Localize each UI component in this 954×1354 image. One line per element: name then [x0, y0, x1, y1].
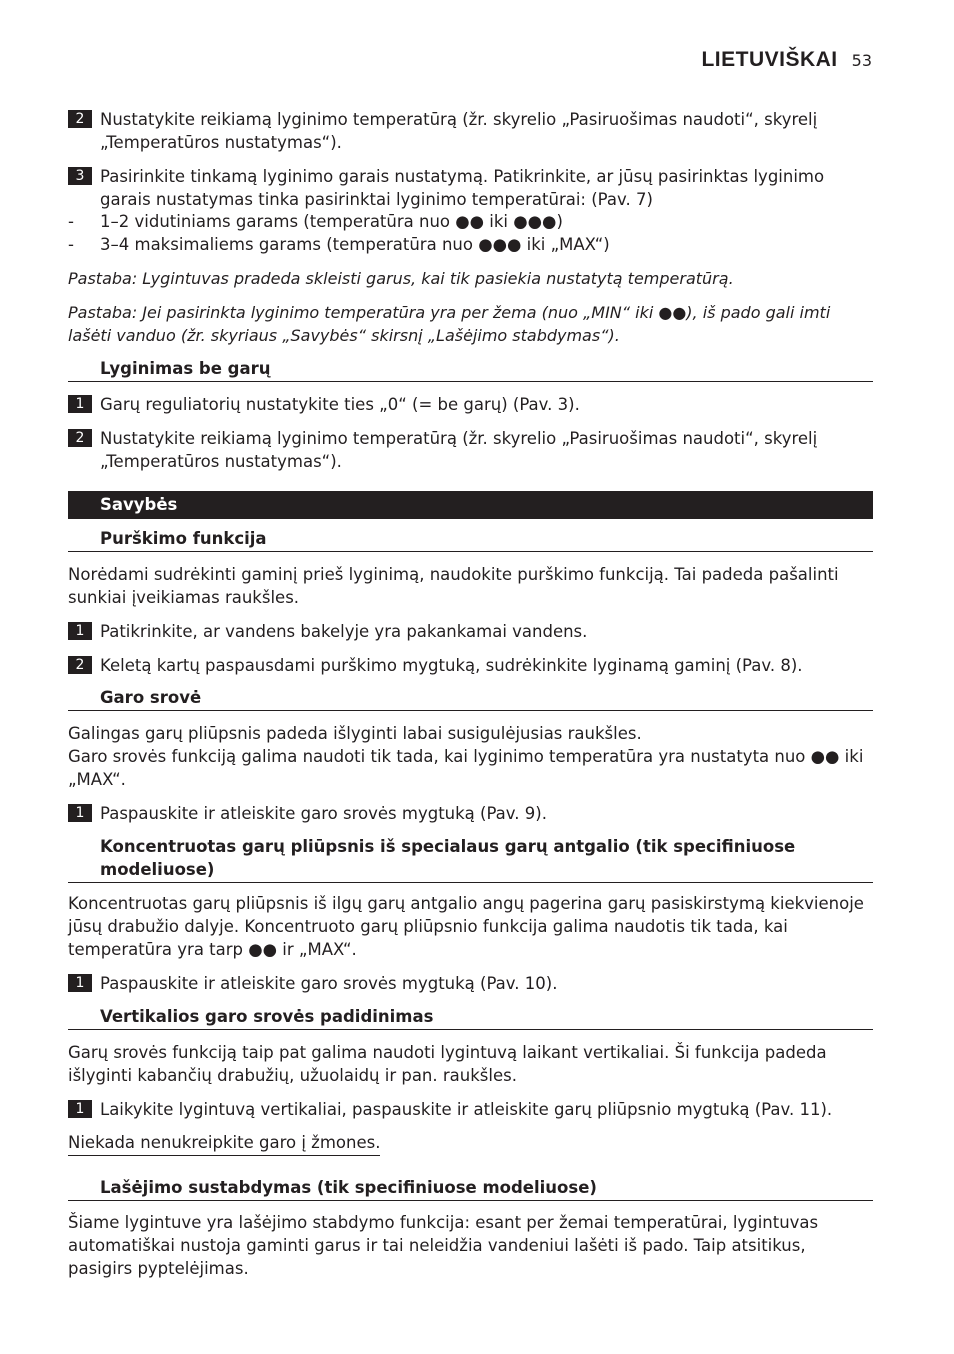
- step-number: 1: [68, 804, 92, 822]
- step-number: 1: [68, 1100, 92, 1118]
- step-text: Nustatykite reikiamą lyginimo temperatūrą (žr. skyrelio „Pasiruošimas naudoti“, skyrelį „Temperatūros nustatymas“).: [100, 110, 818, 152]
- step-number: 2: [68, 429, 92, 447]
- bullet-text: 3–4 maksimaliems garams (temperatūra nuo ●●● iki „MAX“): [100, 235, 610, 254]
- step-text: Paspauskite ir atleiskite garo srovės mygtuką (Pav. 10).: [100, 974, 558, 993]
- paragraph: Garo srovės funkciją galima naudoti tik tada, kai lyginimo temperatūra yra nustatyta nuo ●● iki „MAX“.: [68, 747, 864, 789]
- subheading-spray: Purškimo funkcija: [68, 527, 873, 552]
- subheading-vertical-shot: Vertikalios garo srovės padidinimas: [68, 1005, 873, 1030]
- step-text: Garų reguliatorių nustatykite ties „0“ (= be garų) (Pav. 3).: [100, 395, 580, 414]
- page-header: [701, 48, 872, 72]
- step-text: Pasirinkite tinkamą lyginimo garais nustatymą. Patikrinkite, ar jūsų pasirinktas lyginimo garais nustatymas tinka pasirinktai lyginimo temperatūrai: (Pav. 7): [100, 167, 825, 209]
- step-number: 2: [68, 656, 92, 674]
- language-label: LIETUVIŠKAI: [701, 48, 838, 71]
- subheading-dry-ironing: Lyginimas be garų: [68, 357, 873, 382]
- section-bar-features: Savybės: [68, 491, 873, 519]
- bullet-item: [68, 233, 873, 256]
- step-text: Nustatykite reikiamą lyginimo temperatūrą (žr. skyrelio „Pasiruošimas naudoti“, skyrelį „Temperatūros nustatymas“).: [100, 429, 818, 471]
- step-number: 2: [68, 110, 92, 128]
- note-text: Pastaba: Jei pasirinkta lyginimo temperatūra yra per žema (nuo „MIN“ iki ●●), iš pado gali imti lašėti vanduo (žr. skyriaus „Savybės“ skirsnį „Lašėjimo stabdymas“).: [68, 303, 831, 345]
- step-item: [68, 165, 873, 211]
- step-text: Keletą kartų paspausdami purškimo mygtuką, sudrėkinkite lyginamą gaminį (Pav. 8).: [100, 656, 803, 675]
- dash-marker: -: [68, 212, 74, 231]
- step-item: [68, 1098, 873, 1121]
- subheading-drip-stop: Lašėjimo sustabdymas (tik specifiniuose modeliuose): [68, 1176, 873, 1201]
- step-item: [68, 972, 873, 995]
- subheading-steam-shot: Garo srovė: [68, 686, 873, 711]
- bullet-text: 1–2 vidutiniams garams (temperatūra nuo ●● iki ●●●): [100, 212, 563, 231]
- note-text: Pastaba: Lygintuvas pradeda skleisti garus, kai tik pasiekia nustatytą temperatūrą.: [68, 269, 734, 288]
- step-item: [68, 108, 873, 154]
- dash-marker: -: [68, 235, 74, 254]
- subheading-concentrated-shot: Koncentruotas garų pliūpsnis iš specialaus garų antgalio (tik specifiniuose modeliuose): [68, 835, 873, 883]
- bullet-item: [68, 210, 873, 233]
- step-number: 1: [68, 974, 92, 992]
- step-item: [68, 427, 873, 473]
- paragraph: Šiame lygintuve yra lašėjimo stabdymo funkcija: esant per žemai temperatūrai, lygintuvas automatiškai nustoja gaminti garus ir tai neleidžia vandeniui lašėti iš pado. Taip atsitikus, pasigirs pyptelėjimas.: [68, 1213, 819, 1278]
- page-number: 53: [851, 51, 872, 70]
- paragraph: Garų srovės funkciją taip pat galima naudoti lygintuvą laikant vertikaliai. Ši funkcija padeda išlyginti kabančių drabužių, užuolaidų ir pan. raukšles.: [68, 1043, 827, 1085]
- step-text: Paspauskite ir atleiskite garo srovės mygtuką (Pav. 9).: [100, 804, 547, 823]
- step-item: [68, 654, 873, 677]
- paragraph: Norėdami sudrėkinti gaminį prieš lyginimą, naudokite purškimo funkciją. Tai padeda pašalinti sunkiai įveikiamas raukšles.: [68, 565, 839, 607]
- step-item: [68, 620, 873, 643]
- step-text: Patikrinkite, ar vandens bakelyje yra pakankamai vandens.: [100, 622, 588, 641]
- paragraph: Koncentruotas garų pliūpsnis iš ilgų garų antgalio angų pagerina garų pasiskirstymą kiekvienoje jūsų drabužio dalyje. Koncentruoto garų pliūpsnio funkcija galima naudotis tik tada, kai temperatūra yra tarp ●● ir „MAX“.: [68, 894, 864, 959]
- step-text: Laikykite lygintuvą vertikaliai, paspauskite ir atleiskite garų pliūpsnio mygtuką (Pav. 11).: [100, 1100, 833, 1119]
- step-number: 1: [68, 622, 92, 640]
- paragraph: Galingas garų pliūpsnis padeda išlyginti labai susigulėjusias raukšles.: [68, 724, 642, 743]
- warning-text: Niekada nenukreipkite garo į žmones.: [68, 1131, 380, 1156]
- step-item: [68, 802, 873, 825]
- step-item: [68, 393, 873, 416]
- step-number: 1: [68, 395, 92, 413]
- step-number: 3: [68, 167, 92, 185]
